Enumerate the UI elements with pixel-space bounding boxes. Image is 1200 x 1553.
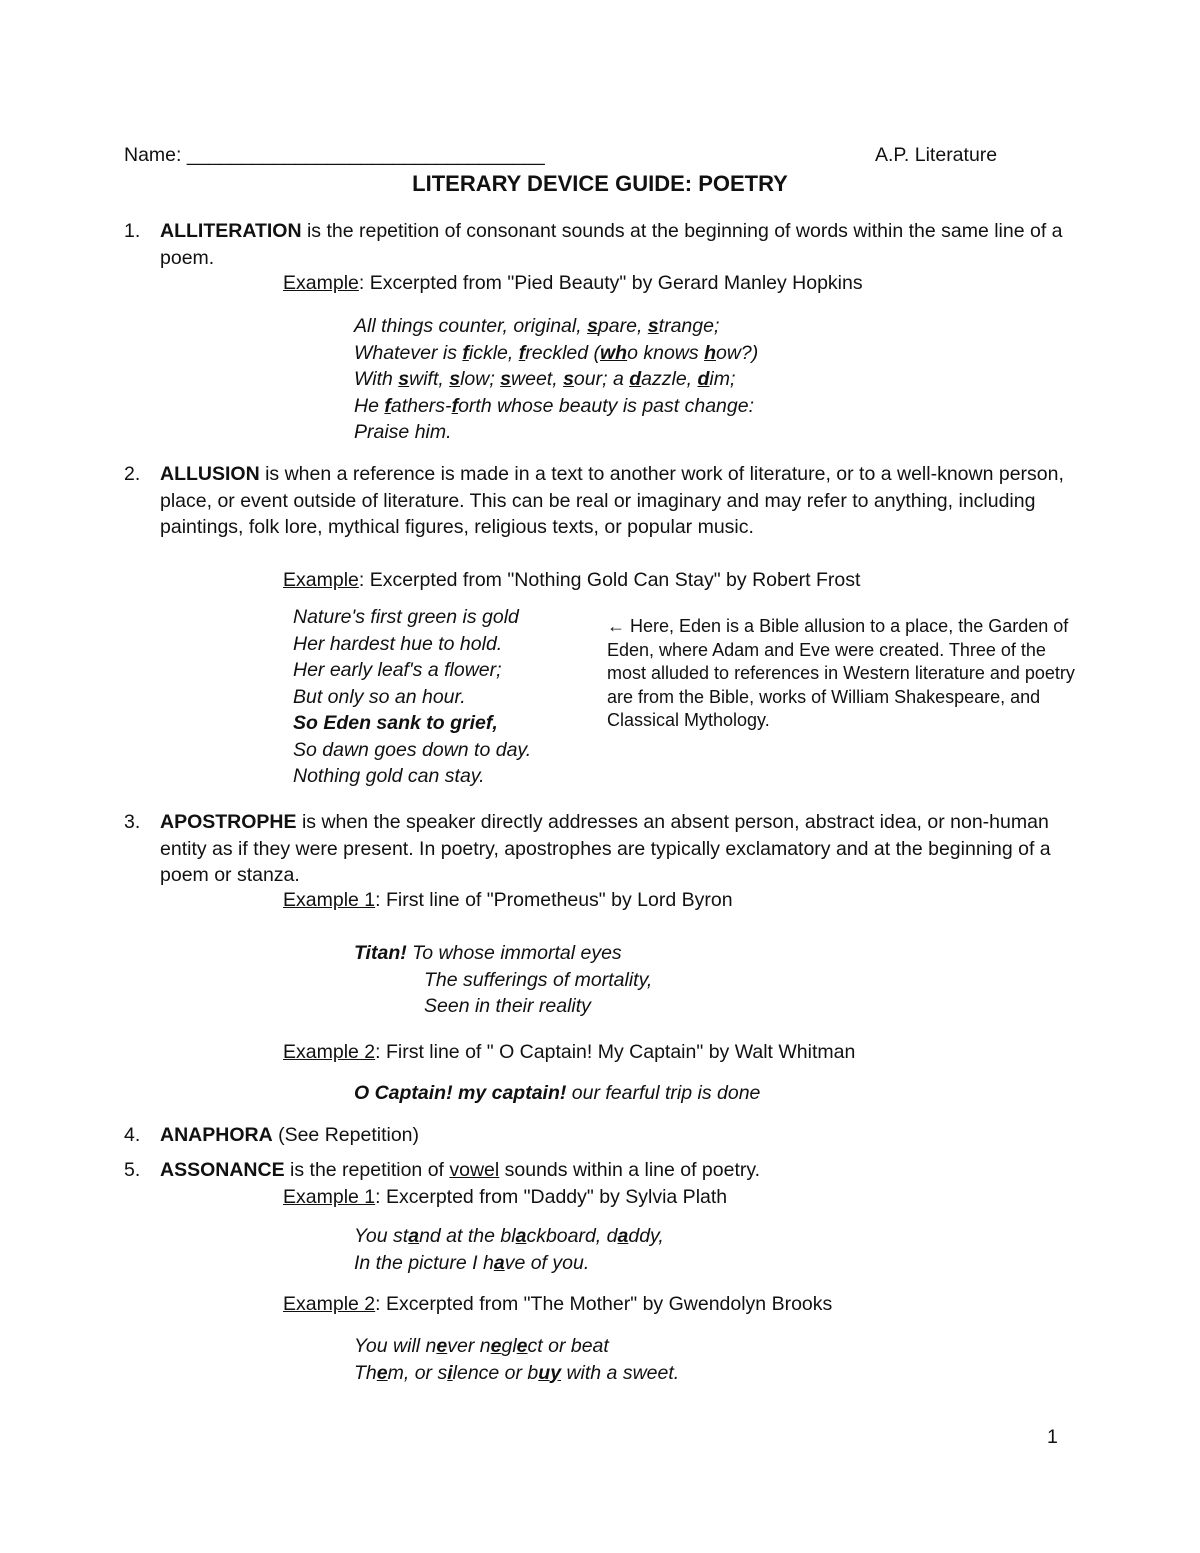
poem-pied-beauty <box>354 313 758 446</box>
poem-line: With swift, slow; sweet, sour; a dazzle, dim; <box>354 368 736 390</box>
example-heading <box>283 1186 727 1209</box>
poem-nothing-gold <box>293 604 531 790</box>
item-number: 5. <box>124 1159 141 1181</box>
arrow-left-icon: ← <box>607 616 625 636</box>
poem-line: Whatever is fickle, freckled (who knows how?) <box>354 341 759 364</box>
poem-line: O Captain! my captain! our fearful trip is done <box>354 1082 761 1104</box>
example-source: : Excerpted from "The Mother" by Gwendolyn Brooks <box>375 1293 833 1315</box>
note-text: Here, Eden is a Bible allusion to a place, the Garden of Eden, where Adam and Eve were created. Three of the most alluded to references in Western literature and poetry are from the Bible, works of William Shakespeare, and Classical Mythology. <box>607 616 1075 730</box>
poem-the-mother <box>354 1333 679 1386</box>
example-source: : Excerpted from "Nothing Gold Can Stay" by Robert Frost <box>358 569 861 591</box>
term: ANAPHORA <box>160 1124 273 1146</box>
apostrophe-phrase: O Captain! my captain! <box>354 1082 567 1104</box>
poem-line: Nothing gold can stay. <box>293 765 485 787</box>
definition-assonance: ASSONANCE is the repetition of vowel sounds within a line of poetry. <box>160 1159 761 1181</box>
name-field <box>124 144 545 167</box>
page-title: LITERARY DEVICE GUIDE: POETRY <box>412 171 788 196</box>
example-heading <box>283 1041 855 1064</box>
definition-text: is the repetition of consonant sounds at the beginning of words within the same line of a poem. <box>160 220 1063 269</box>
example-label: Example 2 <box>283 1041 376 1063</box>
poem-o-captain <box>354 1080 760 1107</box>
poem-line: Praise him. <box>354 421 452 443</box>
term: APOSTROPHE <box>160 811 297 833</box>
item-number: 1. <box>124 220 141 242</box>
allusion-note <box>607 615 1077 733</box>
poem-line: Titan! To whose immortal eyes <box>354 942 622 964</box>
poem-line: He fathers-forth whose beauty is past change: <box>354 394 754 417</box>
term: ALLITERATION <box>160 220 302 242</box>
poem-daddy <box>354 1223 664 1276</box>
poem-line-highlight: So Eden sank to grief, <box>293 712 498 734</box>
example-label: Example 2 <box>283 1293 376 1315</box>
definition-anaphora <box>160 1122 1070 1149</box>
name-blank: _________________________________ <box>186 144 545 166</box>
definition-apostrophe <box>160 809 1070 889</box>
poem-line: Her early leaf's a flower; <box>293 659 502 681</box>
poem-line: But only so an hour. <box>293 685 466 708</box>
poem-line: Her hardest hue to hold. <box>293 632 503 655</box>
example-heading <box>283 272 863 295</box>
example-heading <box>283 1293 832 1316</box>
example-source: : First line of " O Captain! My Captain" by Walt Whitman <box>375 1041 856 1063</box>
poem-line: Nature's first green is gold <box>293 606 519 628</box>
definition-allusion <box>160 461 1070 541</box>
poem-line: You will never neglect or beat <box>354 1335 609 1357</box>
example-heading <box>283 569 860 592</box>
poem-line: So dawn goes down to day. <box>293 738 532 761</box>
course-label: A.P. Literature <box>875 144 998 166</box>
example-label: Example 1 <box>283 1186 376 1208</box>
poem-line: All things counter, original, spare, strange; <box>354 315 720 337</box>
example-source: : First line of "Prometheus" by Lord Byron <box>375 889 733 911</box>
poem-line: You stand at the blackboard, daddy, <box>354 1225 664 1247</box>
item-number: 2. <box>124 463 141 485</box>
definition-text: is when a reference is made in a text to another work of literature, or to a well-known person, place, or event outside of literature. This can be real or imaginary and may refer to anything, including paintings, folk lore, mythical figures, religious texts, or popular music. <box>160 463 1064 538</box>
example-label: Example 1 <box>283 889 376 911</box>
example-label: Example <box>283 569 359 591</box>
definition-text: (See Repetition) <box>272 1124 419 1146</box>
poem-line: Seen in their reality <box>424 995 591 1017</box>
poem-line: The sufferings of mortality, <box>424 968 653 991</box>
example-heading <box>283 889 733 912</box>
poem-line: Them, or silence or buy with a sweet. <box>354 1361 680 1384</box>
page-number: 1 <box>1047 1426 1058 1448</box>
poem-line: In the picture I have of you. <box>354 1251 590 1274</box>
item-number: 3. <box>124 811 141 833</box>
item-number: 4. <box>124 1124 141 1146</box>
name-label: Name: <box>124 144 182 166</box>
example-label: Example <box>283 272 359 294</box>
poem-prometheus <box>354 940 652 1020</box>
example-source: : Excerpted from "Daddy" by Sylvia Plath <box>375 1186 728 1208</box>
apostrophe-word: Titan! <box>354 942 407 964</box>
example-source: : Excerpted from "Pied Beauty" by Gerard Manley Hopkins <box>358 272 863 294</box>
term: ALLUSION <box>160 463 260 485</box>
term: ASSONANCE <box>160 1159 285 1181</box>
definition-text: is when the speaker directly addresses an absent person, abstract idea, or non-human entity as if they were present. In poetry, apostrophes are typically exclamatory and at the beginning of a poem or stanza. <box>160 811 1051 886</box>
definition-alliteration <box>160 218 1070 271</box>
